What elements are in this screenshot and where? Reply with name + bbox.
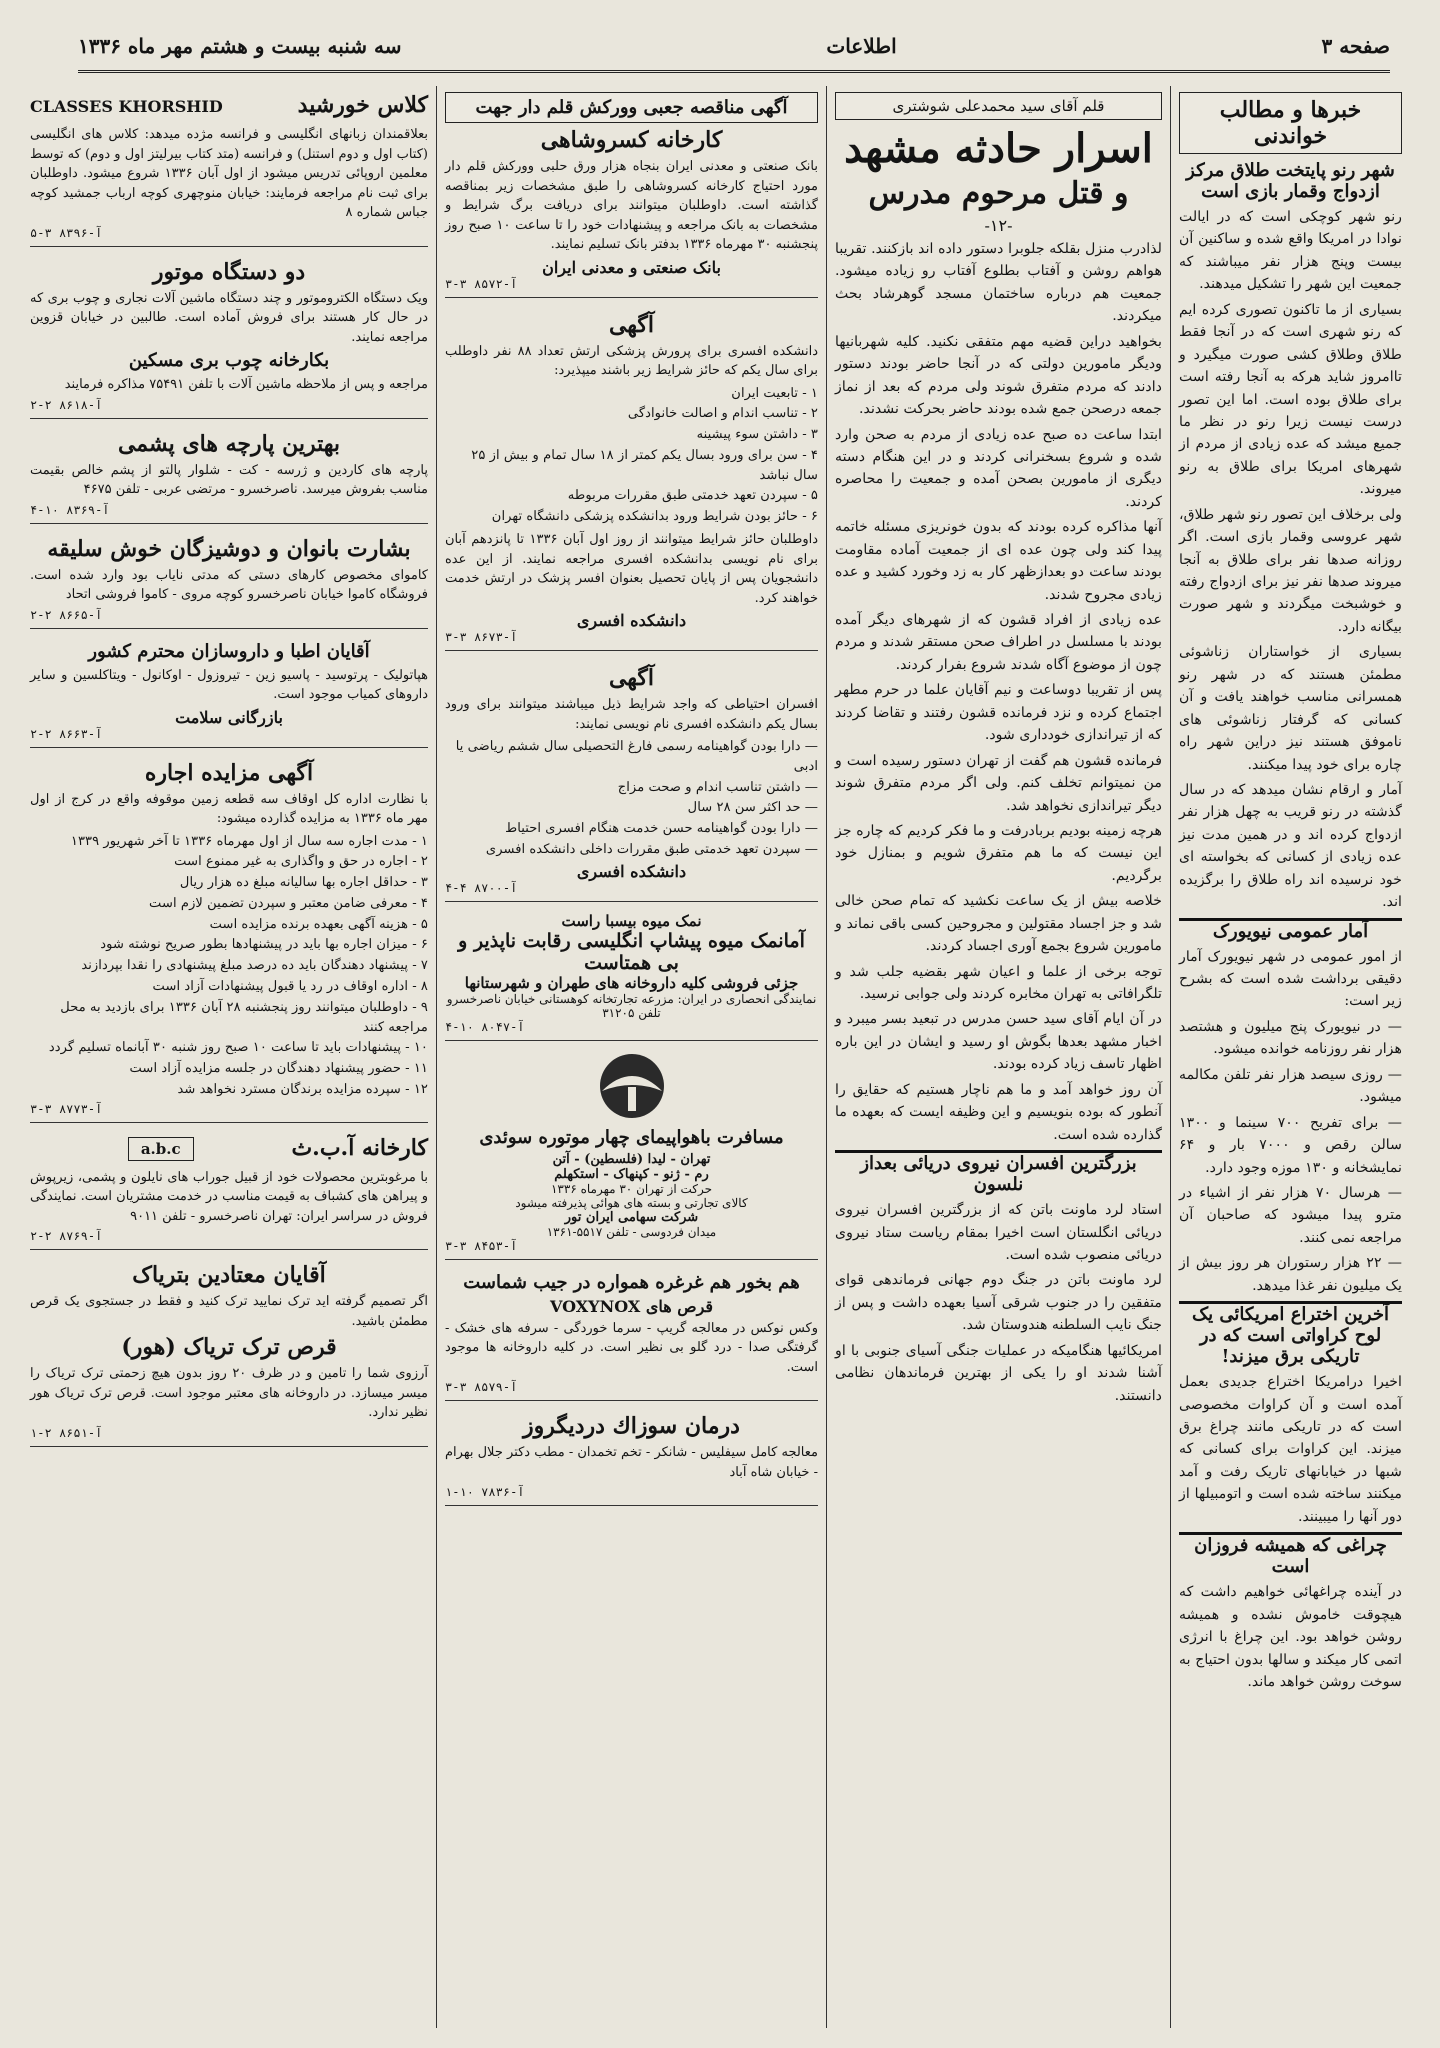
story-paragraph: ولی برخلاف این تصور رنو شهر طلاق، شهر عروسی وقمار بازی است. اگر روزانه صدها نفر برای طلاق به آنجا میروند صدها نفر نیز برای ازدواج رفته و خوشبخت میگردند و شهر صورت بیگانه دارد. [1179, 506, 1402, 635]
column-heading: خبرها و مطالب خواندنی [1179, 92, 1402, 154]
ad-body: پارچه های کاردین و ژرسه - کت - شلوار پالتو از پشم خالص بقیمت مناسب بفروش میرسد. ناصرخسرو - مرتضی عربی - تلفن ۴۶۷۵ [30, 462, 428, 497]
story-paragraph: آمار و ارقام نشان میدهد که در سال گذشته در رنو قریب به چهل هزار نفر ازدواج کرده اند و در همین مدت نیز عده زیادی از کسانی که بخواسته ای خود نرسیده اند راه طلاق را برگزیده اند. [1179, 781, 1402, 911]
story-title: آخرین اختراع امریکائی یک لوح کراواتی است که در تاریکی برق میزند! [1179, 1301, 1402, 1367]
ad-line: نمایندگی انحصاری در ایران: مزرعه تجارتخانه کوهستانی خیابان ناصرخسرو تلفن ۳۱۲۰۵ [446, 991, 817, 1020]
ad-code: آ-۸۶۷۳ ۳-۳ [445, 630, 518, 645]
story-paragraph: — روزی سیصد هزار نفر تلفن مکالمه میشود. [1179, 1066, 1402, 1106]
ad-list [445, 384, 818, 528]
story-paragraph: در آینده چراغهائی خواهیم داشت که هیچوقت خاموش نشده و همیشه روشن خواهد بود. این چراغ با انرژی اتمی کار میکند و سالها بدون احتیاج به سوخت روشن خواهد ماند. [1179, 1584, 1402, 1690]
article-paragraph: فرمانده قشون هم گفت از تهران دستور رسیده است و من نمیتوانم تخلف کنم. ولی اگر مردم متفرق شوند دیگر تیراندازی نخواهد شد. [835, 752, 1162, 814]
route-line: رم - ژنو - کپنهاک - استکهلم [554, 1166, 709, 1182]
ad-body: کاموای مخصوص کارهای دستی که مدتی نایاب بود وارد شده است. فروشگاه کاموا خیابان ناصرخسرو کوچه مروی - کاموا فروشی اتحاد [30, 567, 428, 602]
article-subtitle: و قتل مرحوم مدرس [868, 176, 1129, 211]
article-paragraph: توجه برخی از علما و اعیان شهر بقضیه جلب شد و تلگرافاتی به تهران مخابره کردند ولی جوابی نرسید. [835, 963, 1162, 1002]
ad-lease-auction [30, 754, 428, 1123]
ad-line: حرکت از تهران ۳۰ مهرماه ۱۳۳۶ [550, 1181, 712, 1196]
sub-article-paragraph: امریکائیها هنگامیکه در عملیات جنگی آسیای جنوبی با او آشنا شدند او را یکی از بهترین فرماندهان نظامی دانستند. [835, 1342, 1162, 1404]
story-paragraph: — برای تفریح ۷۰۰ سینما و ۱۳۰۰ سالن رقص و ۷۰۰۰ بار و ۶۴ نمایشخانه و ۱۳۰ موزه وجود دارد. [1179, 1114, 1402, 1176]
ad-body: اگر تصمیم گرفته اید ترک نمایید ترک کنید و فقط در جستجوی یک قرص مطمئن باشید. [30, 1294, 428, 1329]
ad-code: آ-۸۰۴۷ ۱۰-۴ [445, 1019, 525, 1034]
ad-title: مسافرت باهواپیمای چهار موتوره سوئدی [479, 1126, 784, 1148]
ad-body: ویک دستگاه الکتروموتور و چند دستگاه ماشین آلات نجاری و چوب بری که در حال کار هستند برای فروش آماده است. طالبین در خیابان قزوین مراجعه نمایند. [30, 290, 428, 345]
ad-wool-fabric [30, 425, 428, 524]
list-item: — حد اکثر سن ۲۸ سال [687, 800, 818, 816]
article-part: -۱۲- [984, 216, 1013, 235]
ad-code: آ-۸۵۷۹ ۳-۳ [445, 1380, 518, 1395]
ad-signature: دانشکده افسری [576, 861, 687, 881]
list-item: ۳ - داشتن سوء پیشینه [696, 427, 818, 443]
ad-title: بهترین پارچه های پشمی [117, 430, 341, 457]
ad-body: هپاتولیک - پرتوسید - پاسیو زین - تیروزول - اوکانول - ویتاکلسین و سایر داروهای کمیاب موجود است. [30, 667, 428, 702]
article-paragraph: آنها مذاکره کرده بودند که بدون خونریزی مسئله خاتمه پیدا کند ولی چون عده ای از جمعیت آماده مقاومت بودند ساعت دو بعدازظهر کار به زد وخورد کشید و عده زیادی مجروح شدند. [835, 519, 1162, 603]
ad-clinic [445, 1407, 818, 1506]
paper-name: اطلاعات [826, 34, 897, 58]
ad-code: آ-۸۳۹۶ ۳-۵ [30, 225, 103, 240]
ad-code: آ-۸۷۶۹ ۲-۲ [30, 1229, 103, 1244]
ad-title: قرص ترک تریاک (هور) [121, 1334, 337, 1361]
ad-agent: شرکت سهامی ایران تور [564, 1209, 699, 1225]
ad-code: آ-۸۶۶۳ ۲-۲ [30, 726, 103, 741]
ad-signature: بازرگانی سلامت [175, 707, 283, 727]
list-item: — سپردن تعهد خدمتی طبق مقررات داخلی دانشکده افسری [485, 842, 818, 858]
ad-signature: دانشکده افسری [576, 611, 687, 631]
ad-abc-factory [30, 1129, 428, 1251]
sub-article-title: بزرگترین افسران نیروی دریائی بعداز نلسون [835, 1150, 1162, 1195]
story-paragraph: بسیاری از خواستاران زناشوئی مطمئن هستند که در شهر رنو همسرانی مناسب خواهند یافت و آن کسانی که گرفتار زناشوئی های ناموفق هستند نیز دراین شهر راه چاره برای خود پیدا میکنند. [1179, 644, 1402, 773]
article-paragraph: هرچه زمینه بودیم بربادرفت و ما فکر کردیم که چاره جز این نیست که ما هم متفرق شویم و بمنازل خود برگردیم. [835, 822, 1162, 884]
story-paragraph: اخیرا درامریکا اختراع جدیدی بعمل آمده است و آن کراوات مخصوصی است که در تاریکی مانند چراغ برق میزند. این کراوات برای کسانی که شبها در خیابانهای تاریک رفت و آمد میکنند ساخته شده است و اتومبیلها از دور آنها را میبینند. [1179, 1374, 1402, 1525]
article-paragraph: بخواهید دراین قضیه مهم متفقی نکنید. کلیه شهربانیها ودیگر مامورین دولتی که در آنجا حاضر بودند دستور دادند که مردم متفرق شوند ولی مردم که بعد از نماز جمعه درصحن جمع شده بودند حاضر بحرکت نشدند. [835, 333, 1162, 418]
ad-yarn [30, 530, 428, 629]
article-paragraph: خلاصه بیش از یک ساعت نکشید که تمام صحن خالی شد و جز اجساد مقتولین و مجروحین کسی باقی نماند و مامورین شروع بجمع آوری اجساد کردند. [835, 893, 1162, 955]
list-item: ۱ - تابعیت ایران [731, 385, 818, 401]
ad-title: کارخانه آ.ب.ث [291, 1134, 428, 1161]
story-title: چراغی که همیشه فروزان است [1179, 1532, 1402, 1577]
ad-line: جزئی فروشی کلیه داروخانه های طهران و شهرستانها [464, 973, 799, 992]
ad-title: بکارخانه چوب بری مسکین [128, 350, 330, 371]
page-number: صفحه ۳ [1321, 34, 1390, 58]
ad-title: آقایان اطبا و داروسازان محترم کشور [88, 640, 370, 662]
issue-date: سه شنبه بیست و هشتم مهر ماه ۱۳۳۶ [78, 34, 402, 58]
ad-language-class [30, 86, 428, 247]
ad-code: آ-۸۶۱۸ ۲-۲ [30, 397, 103, 412]
story-paragraph: — ۲۲ هزار رستوران هر روز بیش از یک میلیون نفر غذا میدهد. [1179, 1255, 1402, 1294]
ad-line: کالای تجارتی و بسته های هوائی پذیرفته میشود [515, 1195, 748, 1210]
list-item: — دارا بودن گواهینامه حسن خدمت هنگام افسری احتیاط [505, 821, 818, 837]
ad-signature: بانک صنعتی و معدنی ایران [542, 257, 721, 277]
ad-title: آگهی [608, 311, 655, 338]
sub-article-paragraph: لرد ماونت باتن در جنگ دوم جهانی فرماندهی قوای متفقین را در جنوب شرقی آسیا بعهده داشت و پس از جنگ نایب السلطنه هندوستان شد. [835, 1272, 1162, 1334]
ad-list [445, 737, 818, 860]
ad-code: آ-۸۷۷۳ ۳-۳ [30, 1101, 103, 1116]
column-article [826, 86, 1170, 2028]
masthead [78, 22, 1390, 73]
ad-reserve-officers [445, 657, 818, 902]
list-item: — دارا بودن گواهینامه رسمی فارغ التحصیلی سال ششم ریاضی یا ادبی [455, 739, 818, 774]
ad-code: آ-۸۶۵۱ ۲-۱ [30, 1425, 103, 1440]
list-item: ۴ - معرفی ضامن معتبر و سپردن تضمین لازم است [149, 895, 428, 911]
story-title: آمار عمومی نیویورک [1179, 918, 1402, 942]
list-item: ۶ - حائز بودن شرایط ورود بدانشکده پزشکی دانشگاه تهران [491, 509, 818, 525]
story-paragraph: از امور عمومی در شهر نیویورک آمار دقیقی برداشت شده است که بشرح زیر است: [1179, 948, 1402, 1010]
ad-body: افسران احتیاطی که واجد شرایط ذیل میباشند میتوانند برای ورود بسال یکم دانشکده افسری نام نویسی نمایند: [445, 697, 818, 732]
ad-line: آمانمک میوه پیشاپ انگلیسی رقابت ناپذیر و بی همتاست [458, 929, 805, 974]
ad-title: کلاس خورشید [297, 92, 428, 118]
ad-title: هم بخور هم غرغره همواره در جیب شماست [463, 1271, 800, 1293]
story-paragraph: رنو شهر کوچکی است که در ایالت نوادا در امریکا واقع شده و ساکنین آن بیست وپنج هزار نفر میباشند که جمعیت این شهر را تشکیل میدهند. [1179, 209, 1402, 293]
ad-subtitle: کارخانه کسروشاهی [540, 127, 723, 153]
column-classifieds [22, 86, 436, 2028]
article-paragraph: عده زیادی از افراد قشون که از شهرهای دیگر آمده بودند با مسلسل در اطراف صحن مستقر شدند و مردم چون از موضوع آگاه شدند شروع بفرار کردند. [835, 612, 1162, 673]
ad-phone: میدان فردوسی - تلفن ۵۵۱۷-۱۳۶۱ [546, 1224, 717, 1239]
ad-code: آ-۸۴۵۳ ۳-۳ [445, 1238, 518, 1253]
ad-body: معالجه کامل سیفلیس - شانکر - تخم تخمدان - مطب دکتر جلال بهرام - خیابان شاه آباد [445, 1445, 818, 1480]
ad-code: آ-۸۳۶۹ ۱۰-۴ [30, 502, 110, 517]
route-line: تهران - لیدا (فلسطین) - آتن [552, 1151, 711, 1167]
ad-motors [30, 253, 428, 419]
list-item: ۵ - سپردن تعهد خدمتی طبق مقررات مربوطه [567, 488, 818, 504]
list-item: ۳ - حداقل اجاره بها سالیانه مبلغ ده هزار ریال [179, 875, 428, 891]
ad-body: بانک صنعتی و معدنی ایران بنجاه هزار ورق حلبی وورکش قلم دار مورد احتیاج کارخانه کسروشاهی را طبق مشخصات زیر بمناقصه گذاشته است. داوطلبان میتوانند برای دریافت برگ شرایط و مشخصات به بانک مراجعه و پیشنهادات خود را تا ساعت ۱۰ صبح روز پنجشنبه ۳۰ مهرماه ۱۳۳۶ بدفتر بانک تسلیم نمایند. [445, 159, 818, 252]
list-item: ۹ - داوطلبان میتوانند روز پنجشنبه ۲۸ آبان ۱۳۳۶ برای بازدید به محل مراجعه کنند [60, 999, 428, 1035]
ad-title: آگهی [608, 665, 655, 692]
ad-fruit-salt [445, 908, 818, 1041]
ad-code: آ-۸۵۷۲ ۳-۳ [445, 276, 518, 291]
ad-body: دانشکده افسری برای پرورش پزشکی ارتش تعداد ۸۸ نفر داوطلب برای سال یکم که حائز شرایط زیر باشند میپذیرد: [445, 343, 818, 378]
article-paragraph: در آن ایام آقای سید حسن مدرس در تبعید بسر میبرد و اخبار مشهد بعدها بگوش او رسید و ایشان در این باره اظهار تاسف زیاد کرده بودند. [835, 1011, 1162, 1073]
list-item: ۲ - اجاره در حق و واگذاری به غیر ممنوع است [174, 854, 428, 870]
article-paragraph: پس از تقریبا دوساعت و نیم آقایان علما در حرم مطهر اجتماع کرده و نزد فرمانده قشون رفتند و تقاضا کردند که از تیراندازی خودداری شود. [835, 682, 1162, 744]
story-paragraph: — هرسال ۷۰ هزار نفر از اشیاء در مترو پیدا میشود که صاحبان آن مراجعه نمی کنند. [1179, 1184, 1402, 1246]
ad-voxynox [445, 1266, 818, 1402]
ad-body: آرزوی شما را تامین و در ظرف ۲۰ روز بدون هیچ زحمتی ترک تریاک را میسر میسازد. در داروخانه های معتبر موجود است. قرص ترک تریاک هور نظیر ندارد. [30, 1366, 428, 1421]
ad-title: درمان سوزاك درديگروز [523, 1413, 740, 1440]
ad-tender [445, 86, 818, 298]
list-item: ۴ - سن برای ورود بسال یکم کمتر از ۱۸ سال تمام و بیش از ۲۵ سال نباشد [471, 447, 818, 483]
ad-opium [30, 1256, 428, 1447]
ad-list [30, 832, 428, 1100]
list-item: ۸ - اداره اوقاف در رد یا قبول پیشنهادات آزاد است [152, 979, 428, 995]
list-item: ۱۰ - پیشنهادات باید تا ساعت ۱۰ صبح روز شنبه ۳۰ آبانماه تسلیم گردد [48, 1040, 428, 1056]
article-title: اسرار حادثه مشهد [844, 125, 1153, 172]
ad-body: وکس نوکس در معالجه گریپ - سرما خوردگی - سرفه های خشک - گرفتگی صدا - درد گلو بی نظیر است. در کلیه داروخانه ها موجود است. [445, 1320, 818, 1375]
list-item: ۲ - تناسب اندام و اصالت خانوادگی [627, 406, 818, 422]
abc-logo: a.b.c [128, 1137, 194, 1161]
ad-title: آگهی مناقصه جعبی وورکش قلم دار جهت [445, 92, 818, 123]
ad-body: بعلاقمندان زبانهای انگلیسی و فرانسه مژده میدهد: کلاس های انگلیسی (کتاب اول و دوم استنل) و فرانسه (متد کتاب بیرلیتز اول و دوم) که توسط معلمین اروپائی تدریس میشود از اول آبان ۱۳۳۶ شروع میشود. داوطلبان برای ثبت نام مراجعه فرمایند: خیابان منوچهری کوچه ارباب جمشید کوچه جباس شماره ۸ [29, 127, 428, 220]
story-paragraph: — در نیویورک پنج میلیون و هشتصد هزار نفر روزنامه خوانده میشود. [1179, 1018, 1402, 1058]
story-title: شهر رنو پایتخت طلاق مرکز ازدواج وقمار بازی است [1186, 160, 1395, 202]
ad-airline [445, 1047, 818, 1260]
article-paragraph: ابتدا ساعت ده صبح عده زیادی از مردم به صحن وارد شده و شروع بسخنرانی کردند و در این هنگام دسته دیگری از مامورین بصحن آمده و جمعیت را محاصره کردند. [835, 426, 1162, 510]
byline: قلم آقای سید محمدعلی شوشتری [835, 92, 1162, 120]
list-item: ۱ - مدت اجاره سه سال از اول مهرماه ۱۳۳۶ تا آخر شهریور ۱۳۳۹ [70, 833, 428, 849]
ad-title: آگهی مزایده اجاره [144, 759, 314, 786]
ad-body: با مرغوبترین محصولات خود از قبیل جوراب های نایلون و پشمی، زیرپوش و پیراهن های کشباف به قیمت مناسب در خدمت مشتریان است. نمایندگی فروش در سراسر ایران: تهران ناصرخسرو - تلفن ۹۰۱۱ [30, 1169, 428, 1224]
ad-code: آ-۸۷۰۰ ۴-۴ [445, 880, 518, 895]
ad-title: آقایان معتادین بتریاک [132, 1262, 326, 1289]
ad-officer-college [445, 304, 818, 652]
ad-body: مراجعه و پس از ملاحظه ماشین آلات با تلفن ۷۵۴۹۱ مذاکره فرمایند [64, 377, 428, 392]
list-item: — داشتن تناسب اندام و صحت مزاج [617, 779, 818, 795]
airline-logo-icon [572, 1051, 692, 1121]
article-paragraph: لذادرب منزل بقلکه جلوبرا دستور داده اند بازکنند. تقریبا هواهم روشن و آفتاب بطلوع آفتاب رو زیاده میشود. جمعیت هم درباره ساختمان مسجد گوهرشاد بحث میکردند. [835, 241, 1162, 325]
ad-body: با نظارت اداره کل اوقاف سه قطعه زمین موقوفه واقع در کرج از اول مهر ماه ۱۳۳۶ به مزایده گذارده میشود: [30, 791, 428, 826]
list-item: ۵ - هزینه آگهی بعهده برنده مزایده است [209, 916, 428, 932]
list-item: ۱۲ - سپرده مزایده برندگان مسترد نخواهد شد [177, 1082, 428, 1098]
columns [10, 86, 1410, 2028]
ad-eng-title: CLASSES KHORSHID [30, 96, 223, 116]
sub-article-paragraph: استاد لرد ماونت باتن که از بزرگترین افسران نیروی دریائی انگلستان است اخیرا بمقام ریاست ستاد نیروی دریائی منصوب شده است. [835, 1202, 1162, 1263]
ad-title: دو دستگاه موتور [152, 258, 306, 285]
list-item: ۶ - میزان اجاره بها باید در پیشنهادها بطور صریح نوشته شود [100, 937, 428, 953]
list-item: ۷ - پیشنهاد دهندگان باید ده درصد مبلغ پیشنهادی را نقدا بپردازند [81, 958, 428, 974]
list-item: ۱۱ - حضور پیشنهاد دهندگان در جلسه مزایده آزاد است [129, 1061, 428, 1077]
ad-line: نمک میوه بیسبا راست [561, 911, 702, 930]
column-notices [436, 86, 826, 2028]
article-paragraph: آن روز خواهد آمد و ما هم ناچار هستیم که حقایق را آنطور که بوده بنویسیم و این وظیفه ایست که بعهده ما گذارده شده است. [835, 1081, 1162, 1143]
ad-body: داوطلبان حائز شرایط میتوانند از روز اول آبان ۱۳۳۶ تا پانزدهم آبان برای نام نویسی بدانشکده افسری مراجعه نمایند. از این عده دانشجویان پس از پایان تحصیل بعنوان افسر پزشک در ارتش خدمت خواهند کرد. [445, 532, 818, 606]
column-news [1170, 86, 1410, 2028]
story-paragraph: بسیاری از ما تاکنون تصوری کرده ایم که رنو شهری است که در آنجا فقط طلاق وطلاق کشی صورت میگیرد و تاامروز شاید هرکه به آنجا رفته است برای طلاق بوده است. اما این تصور درست نیست زیرا رنو در نظر ما جمیع میشد که عده زیادی از مردم از شهرهای امریکا برای طلاق به رنو میروند. [1179, 301, 1402, 498]
ad-pharma [30, 635, 428, 748]
ad-title: بشارت بانوان و دوشیزگان خوش سلیقه [47, 535, 411, 562]
ad-brand: قرص های VOXYNOX [549, 1296, 714, 1316]
ad-code: آ-۸۶۶۵ ۲-۲ [30, 607, 103, 622]
ad-code: آ-۷۸۳۶ ۱۰-۱ [445, 1485, 525, 1500]
